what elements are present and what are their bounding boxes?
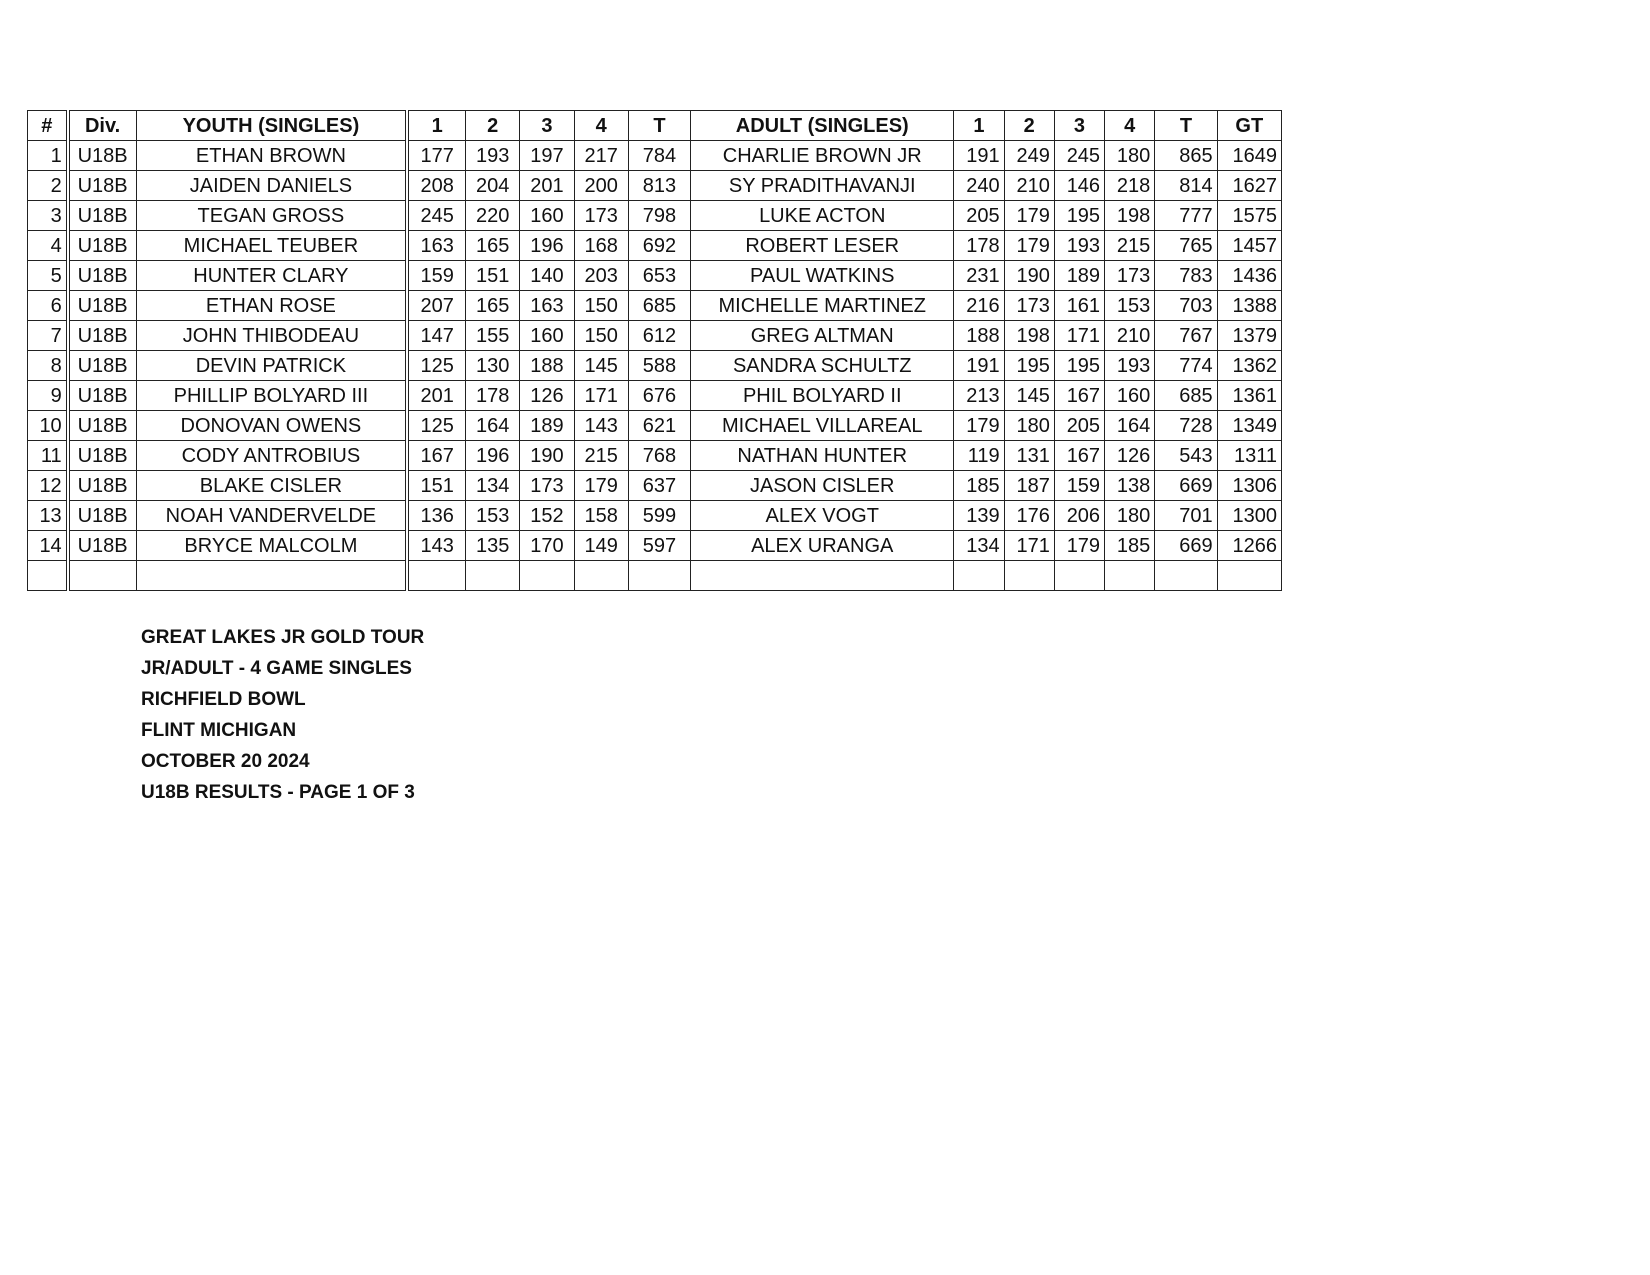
adult-game-4-cell: 138: [1105, 471, 1155, 501]
adult-total-cell: 728: [1155, 411, 1217, 441]
youth-total-cell: 692: [628, 231, 690, 261]
grand-total-cell: 1311: [1217, 441, 1281, 471]
adult-game-1-cell: 191: [954, 351, 1004, 381]
youth-game-1-cell: 207: [407, 291, 465, 321]
adult-game-4-cell: 173: [1105, 261, 1155, 291]
youth-name-cell: DEVIN PATRICK: [136, 351, 407, 381]
youth-game-4-cell: 171: [574, 381, 628, 411]
youth-game-2-cell: 135: [466, 531, 520, 561]
adult-game-3-cell: 195: [1054, 351, 1104, 381]
youth-game-1-cell: 167: [407, 441, 465, 471]
youth-game-3-cell: 196: [520, 231, 574, 261]
table-row: [28, 471, 1282, 501]
youth-game-4-cell: 217: [574, 141, 628, 171]
adult-game-1-cell: 191: [954, 141, 1004, 171]
adult-name-cell: MICHELLE MARTINEZ: [691, 291, 954, 321]
grand-total-cell: 1361: [1217, 381, 1281, 411]
rank-cell: 2: [28, 171, 68, 201]
table-row: [28, 351, 1282, 381]
table-row: [28, 261, 1282, 291]
rank-cell: 5: [28, 261, 68, 291]
youth-game-2-cell: 196: [466, 441, 520, 471]
division-cell: U18B: [68, 291, 136, 321]
division-cell: U18B: [68, 381, 136, 411]
youth-total-cell: 676: [628, 381, 690, 411]
adult-game-1-cell: 119: [954, 441, 1004, 471]
youth-game-2-cell: 165: [466, 291, 520, 321]
youth-game-4-cell: 179: [574, 471, 628, 501]
adult-total-cell: 767: [1155, 321, 1217, 351]
youth-game-4-cell: 203: [574, 261, 628, 291]
empty-cell: [1217, 561, 1281, 591]
youth-total-cell: 599: [628, 501, 690, 531]
empty-cell: [136, 561, 407, 591]
youth-game-3-cell: 160: [520, 201, 574, 231]
youth-game-1-cell: 125: [407, 411, 465, 441]
division-cell: U18B: [68, 441, 136, 471]
youth-name-cell: HUNTER CLARY: [136, 261, 407, 291]
empty-cell: [1004, 561, 1054, 591]
youth-game-2-cell: 153: [466, 501, 520, 531]
adult-game-3-cell: 179: [1054, 531, 1104, 561]
youth-game-1-cell: 136: [407, 501, 465, 531]
adult-total-cell: 765: [1155, 231, 1217, 261]
youth-game-1-cell: 177: [407, 141, 465, 171]
adult-total-cell: 865: [1155, 141, 1217, 171]
youth-game-1-cell: 143: [407, 531, 465, 561]
adult-game-4-cell: 210: [1105, 321, 1155, 351]
adult-name-cell: PAUL WATKINS: [691, 261, 954, 291]
adult-name-cell: NATHAN HUNTER: [691, 441, 954, 471]
header-rank: #: [28, 111, 68, 141]
rank-cell: 1: [28, 141, 68, 171]
empty-cell: [691, 561, 954, 591]
youth-name-cell: JOHN THIBODEAU: [136, 321, 407, 351]
youth-game-2-cell: 178: [466, 381, 520, 411]
youth-game-2-cell: 193: [466, 141, 520, 171]
youth-game-2-cell: 164: [466, 411, 520, 441]
table-header-row: [28, 111, 1282, 141]
adult-game-2-cell: 171: [1004, 531, 1054, 561]
youth-total-cell: 637: [628, 471, 690, 501]
empty-cell: [407, 561, 465, 591]
rank-cell: 3: [28, 201, 68, 231]
adult-game-3-cell: 161: [1054, 291, 1104, 321]
adult-name-cell: LUKE ACTON: [691, 201, 954, 231]
table-row: [28, 201, 1282, 231]
adult-game-1-cell: 188: [954, 321, 1004, 351]
youth-game-4-cell: 215: [574, 441, 628, 471]
table-body: [28, 141, 1282, 591]
adult-name-cell: CHARLIE BROWN JR: [691, 141, 954, 171]
youth-game-4-cell: 158: [574, 501, 628, 531]
adult-game-2-cell: 179: [1004, 201, 1054, 231]
empty-cell: [28, 561, 68, 591]
youth-game-4-cell: 168: [574, 231, 628, 261]
youth-game-2-cell: 155: [466, 321, 520, 351]
empty-cell: [1155, 561, 1217, 591]
youth-game-1-cell: 201: [407, 381, 465, 411]
table-row: [28, 171, 1282, 201]
event-info: [141, 622, 424, 808]
table-row: [28, 231, 1282, 261]
grand-total-cell: 1306: [1217, 471, 1281, 501]
youth-game-1-cell: 163: [407, 231, 465, 261]
youth-game-4-cell: 173: [574, 201, 628, 231]
header-adult-game-2: 2: [1004, 111, 1054, 141]
adult-game-1-cell: 240: [954, 171, 1004, 201]
header-adult-game-4: 4: [1105, 111, 1155, 141]
youth-name-cell: MICHAEL TEUBER: [136, 231, 407, 261]
youth-name-cell: JAIDEN DANIELS: [136, 171, 407, 201]
youth-game-4-cell: 150: [574, 291, 628, 321]
rank-cell: 6: [28, 291, 68, 321]
youth-name-cell: BRYCE MALCOLM: [136, 531, 407, 561]
empty-cell: [954, 561, 1004, 591]
youth-game-1-cell: 125: [407, 351, 465, 381]
adult-game-1-cell: 139: [954, 501, 1004, 531]
adult-game-4-cell: 180: [1105, 501, 1155, 531]
adult-total-cell: 783: [1155, 261, 1217, 291]
youth-game-2-cell: 204: [466, 171, 520, 201]
grand-total-cell: 1436: [1217, 261, 1281, 291]
header-adult-game-1: 1: [954, 111, 1004, 141]
header-youth-total: T: [628, 111, 690, 141]
adult-game-1-cell: 231: [954, 261, 1004, 291]
youth-game-2-cell: 165: [466, 231, 520, 261]
division-cell: U18B: [68, 171, 136, 201]
youth-game-3-cell: 189: [520, 411, 574, 441]
header-youth-game-4: 4: [574, 111, 628, 141]
adult-game-1-cell: 205: [954, 201, 1004, 231]
empty-cell: [574, 561, 628, 591]
adult-total-cell: 703: [1155, 291, 1217, 321]
division-cell: U18B: [68, 411, 136, 441]
adult-game-2-cell: 249: [1004, 141, 1054, 171]
header-youth-name: YOUTH (SINGLES): [136, 111, 407, 141]
youth-game-3-cell: 160: [520, 321, 574, 351]
grand-total-cell: 1349: [1217, 411, 1281, 441]
rank-cell: 13: [28, 501, 68, 531]
rank-cell: 7: [28, 321, 68, 351]
adult-game-2-cell: 179: [1004, 231, 1054, 261]
adult-game-1-cell: 179: [954, 411, 1004, 441]
table-row: [28, 381, 1282, 411]
adult-game-2-cell: 131: [1004, 441, 1054, 471]
division-cell: U18B: [68, 351, 136, 381]
youth-game-3-cell: 126: [520, 381, 574, 411]
youth-total-cell: 798: [628, 201, 690, 231]
table-row: [28, 321, 1282, 351]
empty-cell: [68, 561, 136, 591]
division-cell: U18B: [68, 531, 136, 561]
rank-cell: 12: [28, 471, 68, 501]
adult-game-3-cell: 167: [1054, 381, 1104, 411]
results-page-label: U18B RESULTS - PAGE 1 OF 3: [141, 782, 415, 803]
youth-game-4-cell: 149: [574, 531, 628, 561]
rank-cell: 9: [28, 381, 68, 411]
adult-game-4-cell: 218: [1105, 171, 1155, 201]
rank-cell: 4: [28, 231, 68, 261]
header-grand-total: GT: [1217, 111, 1281, 141]
adult-game-4-cell: 215: [1105, 231, 1155, 261]
grand-total-cell: 1627: [1217, 171, 1281, 201]
adult-game-4-cell: 153: [1105, 291, 1155, 321]
youth-game-4-cell: 150: [574, 321, 628, 351]
youth-name-cell: TEGAN GROSS: [136, 201, 407, 231]
youth-game-4-cell: 143: [574, 411, 628, 441]
empty-cell: [466, 561, 520, 591]
adult-total-cell: 685: [1155, 381, 1217, 411]
division-cell: U18B: [68, 321, 136, 351]
empty-cell: [1054, 561, 1104, 591]
grand-total-cell: 1362: [1217, 351, 1281, 381]
adult-total-cell: 543: [1155, 441, 1217, 471]
header-adult-name: ADULT (SINGLES): [691, 111, 954, 141]
adult-game-2-cell: 190: [1004, 261, 1054, 291]
adult-game-3-cell: 195: [1054, 201, 1104, 231]
youth-game-2-cell: 134: [466, 471, 520, 501]
adult-game-2-cell: 173: [1004, 291, 1054, 321]
youth-game-1-cell: 151: [407, 471, 465, 501]
adult-name-cell: ROBERT LESER: [691, 231, 954, 261]
adult-name-cell: SANDRA SCHULTZ: [691, 351, 954, 381]
table-row: [28, 531, 1282, 561]
adult-game-2-cell: 195: [1004, 351, 1054, 381]
header-youth-game-3: 3: [520, 111, 574, 141]
youth-game-3-cell: 173: [520, 471, 574, 501]
adult-game-2-cell: 198: [1004, 321, 1054, 351]
youth-game-2-cell: 220: [466, 201, 520, 231]
empty-cell: [628, 561, 690, 591]
youth-game-4-cell: 200: [574, 171, 628, 201]
adult-game-4-cell: 160: [1105, 381, 1155, 411]
rank-cell: 10: [28, 411, 68, 441]
event-date: OCTOBER 20 2024: [141, 751, 310, 772]
grand-total-cell: 1300: [1217, 501, 1281, 531]
empty-cell: [1105, 561, 1155, 591]
youth-game-4-cell: 145: [574, 351, 628, 381]
youth-game-3-cell: 201: [520, 171, 574, 201]
header-adult-total: T: [1155, 111, 1217, 141]
adult-game-2-cell: 210: [1004, 171, 1054, 201]
grand-total-cell: 1649: [1217, 141, 1281, 171]
adult-game-3-cell: 189: [1054, 261, 1104, 291]
adult-game-3-cell: 146: [1054, 171, 1104, 201]
adult-game-3-cell: 167: [1054, 441, 1104, 471]
youth-total-cell: 653: [628, 261, 690, 291]
adult-game-3-cell: 206: [1054, 501, 1104, 531]
adult-game-3-cell: 245: [1054, 141, 1104, 171]
adult-game-1-cell: 134: [954, 531, 1004, 561]
adult-game-2-cell: 187: [1004, 471, 1054, 501]
adult-total-cell: 774: [1155, 351, 1217, 381]
adult-game-2-cell: 176: [1004, 501, 1054, 531]
event-tour-name: GREAT LAKES JR GOLD TOUR: [141, 627, 425, 648]
youth-game-3-cell: 170: [520, 531, 574, 561]
adult-game-1-cell: 213: [954, 381, 1004, 411]
youth-game-3-cell: 152: [520, 501, 574, 531]
header-youth-game-1: 1: [407, 111, 465, 141]
adult-name-cell: ALEX URANGA: [691, 531, 954, 561]
event-venue: RICHFIELD BOWL: [141, 689, 306, 710]
header-adult-game-3: 3: [1054, 111, 1104, 141]
youth-game-1-cell: 245: [407, 201, 465, 231]
event-location: FLINT MICHIGAN: [141, 720, 297, 741]
grand-total-cell: 1575: [1217, 201, 1281, 231]
youth-game-1-cell: 147: [407, 321, 465, 351]
adult-game-4-cell: 164: [1105, 411, 1155, 441]
adult-total-cell: 669: [1155, 471, 1217, 501]
adult-game-3-cell: 159: [1054, 471, 1104, 501]
adult-name-cell: MICHAEL VILLAREAL: [691, 411, 954, 441]
youth-total-cell: 784: [628, 141, 690, 171]
empty-cell: [520, 561, 574, 591]
youth-total-cell: 612: [628, 321, 690, 351]
adult-name-cell: JASON CISLER: [691, 471, 954, 501]
youth-name-cell: ETHAN ROSE: [136, 291, 407, 321]
rank-cell: 14: [28, 531, 68, 561]
event-format: JR/ADULT - 4 GAME SINGLES: [141, 658, 412, 679]
youth-total-cell: 621: [628, 411, 690, 441]
adult-game-4-cell: 126: [1105, 441, 1155, 471]
adult-total-cell: 777: [1155, 201, 1217, 231]
youth-game-2-cell: 151: [466, 261, 520, 291]
adult-game-3-cell: 193: [1054, 231, 1104, 261]
results-table: [27, 110, 1282, 591]
rank-cell: 11: [28, 441, 68, 471]
adult-total-cell: 669: [1155, 531, 1217, 561]
header-youth-game-2: 2: [466, 111, 520, 141]
division-cell: U18B: [68, 141, 136, 171]
adult-total-cell: 814: [1155, 171, 1217, 201]
youth-game-3-cell: 140: [520, 261, 574, 291]
table-row: [28, 441, 1282, 471]
adult-game-2-cell: 180: [1004, 411, 1054, 441]
rank-cell: 8: [28, 351, 68, 381]
youth-name-cell: NOAH VANDERVELDE: [136, 501, 407, 531]
division-cell: U18B: [68, 231, 136, 261]
adult-name-cell: ALEX VOGT: [691, 501, 954, 531]
youth-name-cell: PHILLIP BOLYARD III: [136, 381, 407, 411]
division-cell: U18B: [68, 201, 136, 231]
adult-game-1-cell: 178: [954, 231, 1004, 261]
table-row: [28, 291, 1282, 321]
youth-name-cell: CODY ANTROBIUS: [136, 441, 407, 471]
youth-game-3-cell: 188: [520, 351, 574, 381]
youth-total-cell: 768: [628, 441, 690, 471]
adult-game-4-cell: 185: [1105, 531, 1155, 561]
adult-name-cell: SY PRADITHAVANJI: [691, 171, 954, 201]
adult-game-2-cell: 145: [1004, 381, 1054, 411]
adult-game-3-cell: 205: [1054, 411, 1104, 441]
grand-total-cell: 1379: [1217, 321, 1281, 351]
division-cell: U18B: [68, 261, 136, 291]
youth-total-cell: 588: [628, 351, 690, 381]
adult-game-4-cell: 198: [1105, 201, 1155, 231]
grand-total-cell: 1457: [1217, 231, 1281, 261]
adult-game-1-cell: 185: [954, 471, 1004, 501]
division-cell: U18B: [68, 501, 136, 531]
adult-total-cell: 701: [1155, 501, 1217, 531]
adult-game-1-cell: 216: [954, 291, 1004, 321]
grand-total-cell: 1388: [1217, 291, 1281, 321]
youth-total-cell: 597: [628, 531, 690, 561]
youth-name-cell: DONOVAN OWENS: [136, 411, 407, 441]
adult-game-4-cell: 180: [1105, 141, 1155, 171]
youth-total-cell: 685: [628, 291, 690, 321]
adult-name-cell: PHIL BOLYARD II: [691, 381, 954, 411]
youth-game-3-cell: 163: [520, 291, 574, 321]
youth-total-cell: 813: [628, 171, 690, 201]
youth-name-cell: ETHAN BROWN: [136, 141, 407, 171]
youth-game-3-cell: 190: [520, 441, 574, 471]
table-row-empty: [28, 561, 1282, 591]
adult-name-cell: GREG ALTMAN: [691, 321, 954, 351]
adult-game-4-cell: 193: [1105, 351, 1155, 381]
header-division: Div.: [68, 111, 136, 141]
youth-game-3-cell: 197: [520, 141, 574, 171]
table-row: [28, 411, 1282, 441]
youth-game-1-cell: 208: [407, 171, 465, 201]
table-row: [28, 141, 1282, 171]
table-row: [28, 501, 1282, 531]
youth-name-cell: BLAKE CISLER: [136, 471, 407, 501]
division-cell: U18B: [68, 471, 136, 501]
grand-total-cell: 1266: [1217, 531, 1281, 561]
youth-game-2-cell: 130: [466, 351, 520, 381]
youth-game-1-cell: 159: [407, 261, 465, 291]
adult-game-3-cell: 171: [1054, 321, 1104, 351]
